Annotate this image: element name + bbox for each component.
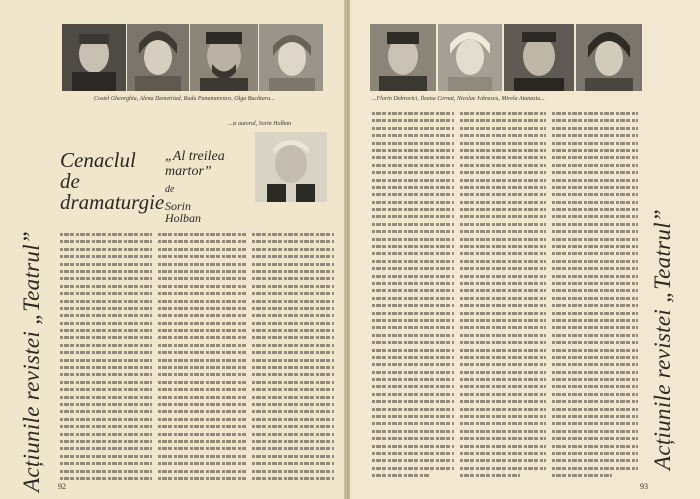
photo-olga-bucataru — [259, 24, 323, 91]
photo-alena-demetriad — [127, 24, 189, 91]
article-title-line-1: „Al treilea — [165, 149, 225, 164]
photo-caption-right: ...Florin Dobrovici, Ileana Cernat, Nicolae Ivănescu, Mirela Atanasiu... — [372, 96, 545, 102]
photo-sorin-holban — [255, 132, 327, 202]
article-title-line-4: Sorin — [165, 198, 192, 213]
body-column-4 — [372, 112, 454, 482]
body-column-5 — [460, 112, 546, 482]
vertical-title-right: Acțiunile revistei „Teatrul” — [650, 209, 675, 470]
photo-mirela-atanasiu — [576, 24, 642, 91]
photo-caption: Costel Gheorghiu, Alena Demetriad, Radu Panamarenco, Olga Bucătaru... — [94, 96, 275, 102]
author-caption: ...și autorul, Sorin Holban — [228, 121, 292, 127]
page-number-left: 92 — [58, 482, 66, 491]
body-column-3 — [252, 233, 334, 484]
photo-florin-dobrovici — [370, 24, 436, 91]
article-title-line-2: martor” — [165, 163, 212, 179]
left-page — [0, 0, 346, 499]
heading-line-1: Cenaclul — [60, 148, 136, 172]
heading-line-2: de — [60, 169, 80, 193]
photo-radu-panamarenco — [190, 24, 258, 91]
body-column-1 — [60, 233, 152, 484]
photo-costel-gheorghiu — [62, 24, 126, 91]
body-column-2 — [158, 233, 246, 484]
page-number-right: 93 — [640, 482, 648, 491]
article-title — [165, 150, 225, 225]
right-page — [350, 0, 700, 499]
heading-line-3: dramaturgie — [60, 190, 165, 214]
body-column-6 — [552, 112, 638, 482]
article-title-line-3: de — [165, 184, 175, 196]
photo-nicolae-ivanescu — [504, 24, 574, 91]
section-heading — [60, 150, 164, 213]
article-title-line-5: Holban — [165, 211, 201, 226]
vertical-title: Acțiunile revistei „Teatrul” — [19, 231, 44, 492]
photo-ileana-cernat — [438, 24, 502, 91]
